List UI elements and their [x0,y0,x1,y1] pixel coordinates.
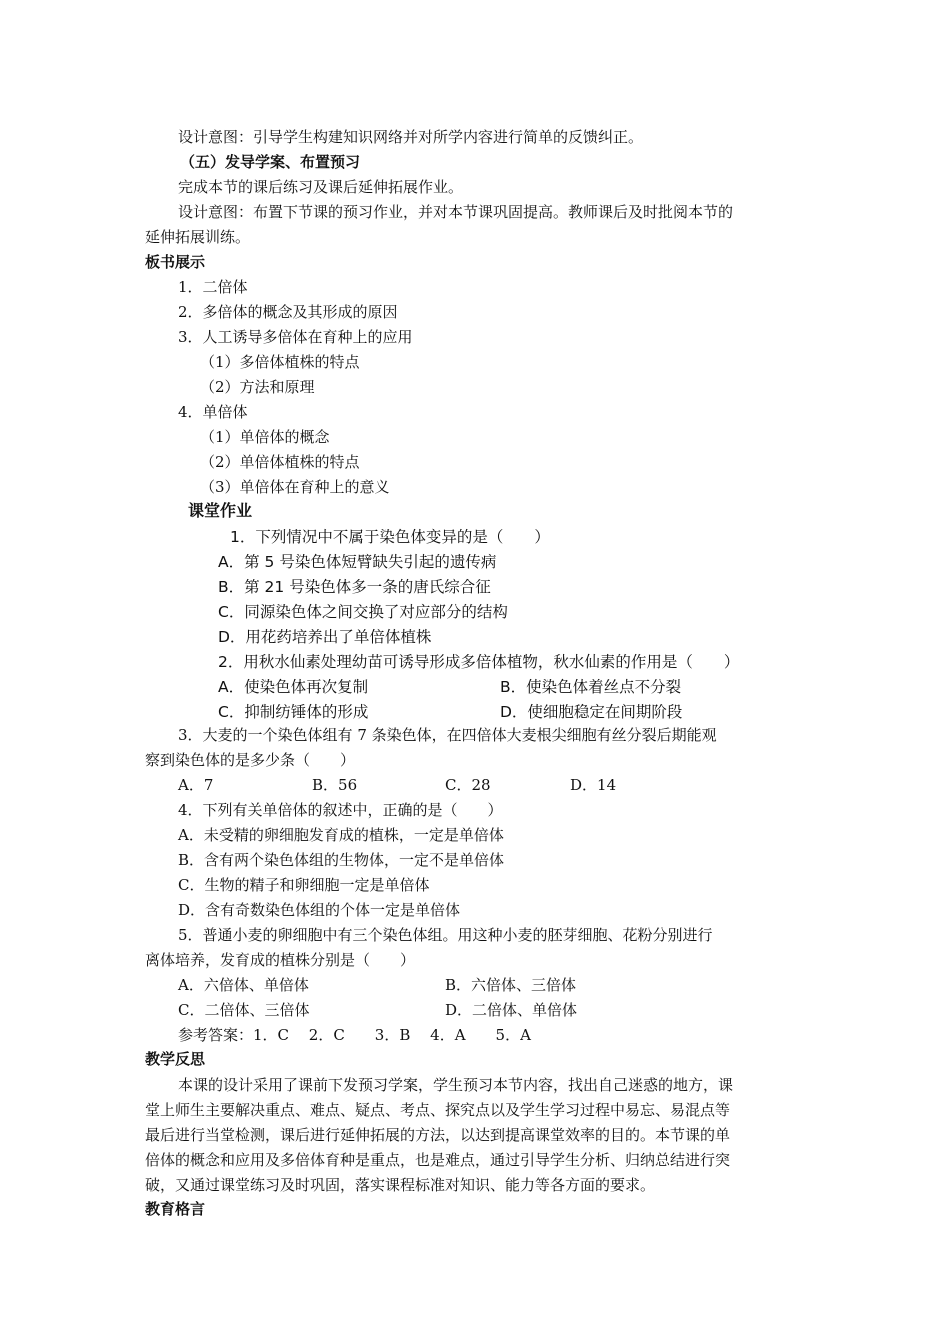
board-subitem: （1）单倍体的概念 [200,428,330,446]
board-heading: 板书展示 [145,253,206,271]
q5-option-b: B．六倍体、三倍体 [445,976,577,994]
reflection-line: 最后进行当堂检测，课后进行延伸拓展的方法，以达到提高课堂效率的目的。本节课的单 [145,1126,731,1144]
homework-heading: 课堂作业 [188,501,253,520]
board-item: 3．人工诱导多倍体在育种上的应用 [178,328,413,346]
q4-option-d: D．含有奇数染色体组的个体一定是单倍体 [178,901,461,919]
reflection-heading: 教学反思 [145,1050,206,1068]
step5-text: 完成本节的课后练习及课后延伸拓展作业。 [178,178,464,196]
q2-option-b: B．使染色体着丝点不分裂 [500,678,682,696]
q4-option-b: B．含有两个染色体组的生物体，一定不是单倍体 [178,851,505,869]
q4-option-c: C．生物的精子和卵细胞一定是单倍体 [178,876,430,894]
q2-option-c: C．抑制纺锤体的形成 [218,703,369,721]
q3-stem-line2: 察到染色体的是多少条（ ） [145,751,356,769]
motto-heading: 教育格言 [145,1200,206,1218]
design-intent-1: 设计意图：引导学生构建知识网络并对所学内容进行简单的反馈纠正。 [178,128,644,146]
q5-option-c: C．二倍体、三倍体 [178,1001,310,1019]
step5-heading: （五）发导学案、布置预习 [180,153,361,171]
q2-option-a: A．使染色体再次复制 [218,678,369,696]
board-item: 1．二倍体 [178,278,248,296]
q1-option-a: A．第 5 号染色体短臂缺失引起的遗传病 [218,553,497,571]
q5-stem-line1: 5．普通小麦的卵细胞中有三个染色体组。用这种小麦的胚芽细胞、花粉分别进行 [178,926,713,944]
board-item: 4．单倍体 [178,403,248,421]
q3-option-d: D．14 [570,776,617,794]
q3-option-a: A．7 [178,776,214,794]
q3-option-b: B．56 [312,776,358,794]
q5-option-a: A．六倍体、单倍体 [178,976,309,994]
board-subitem: （2）单倍体植株的特点 [200,453,360,471]
q1-option-b: B．第 21 号染色体多一条的唐氏综合征 [218,578,491,596]
reflection-line: 倍体的概念和应用及多倍体育种是重点，也是难点，通过引导学生分析、归纳总结进行突 [145,1151,731,1169]
reflection-line: 破，又通过课堂练习及时巩固，落实课程标准对知识、能力等各方面的要求。 [145,1176,656,1194]
board-item: 2．多倍体的概念及其形成的原因 [178,303,398,321]
q3-option-c: C．28 [445,776,491,794]
design-intent-2-line1: 设计意图：布置下节课的预习作业，并对本节课巩固提高。教师课后及时批阅本节的 [178,203,734,221]
q4-option-a: A．未受精的卵细胞发育成的植株，一定是单倍体 [178,826,504,844]
q5-stem-line2: 离体培养，发育成的植株分别是（ ） [145,951,416,969]
reflection-line: 堂上师生主要解决重点、难点、疑点、考点、探究点以及学生学习过程中易忘、易混点等 [145,1101,731,1119]
board-subitem: （3）单倍体在育种上的意义 [200,478,390,496]
answer-key: 参考答案：1．C 2．C 3．B 4．A 5．A [178,1026,531,1044]
reflection-line: 本课的设计采用了课前下发预习学案，学生预习本节内容，找出自己迷惑的地方，课 [178,1076,734,1094]
q2-option-d: D．使细胞稳定在间期阶段 [500,703,683,721]
design-intent-2-line2: 延伸拓展训练。 [145,228,251,246]
board-subitem: （1）多倍体植株的特点 [200,353,360,371]
board-subitem: （2）方法和原理 [200,378,315,396]
q1-option-c: C．同源染色体之间交换了对应部分的结构 [218,603,508,621]
q4-stem: 4．下列有关单倍体的叙述中，正确的是（ ） [178,801,503,819]
q2-stem: 2．用秋水仙素处理幼苗可诱导形成多倍体植物，秋水仙素的作用是（ ） [218,653,740,671]
q1-stem: 1．下列情况中不属于染色体变异的是（ ） [230,528,550,546]
q3-stem-line1: 3．大麦的一个染色体组有 7 条染色体，在四倍体大麦根尖细胞有丝分裂后期能观 [178,726,717,744]
q1-option-d: D．用花药培养出了单倍体植株 [218,628,432,646]
q5-option-d: D．二倍体、单倍体 [445,1001,578,1019]
